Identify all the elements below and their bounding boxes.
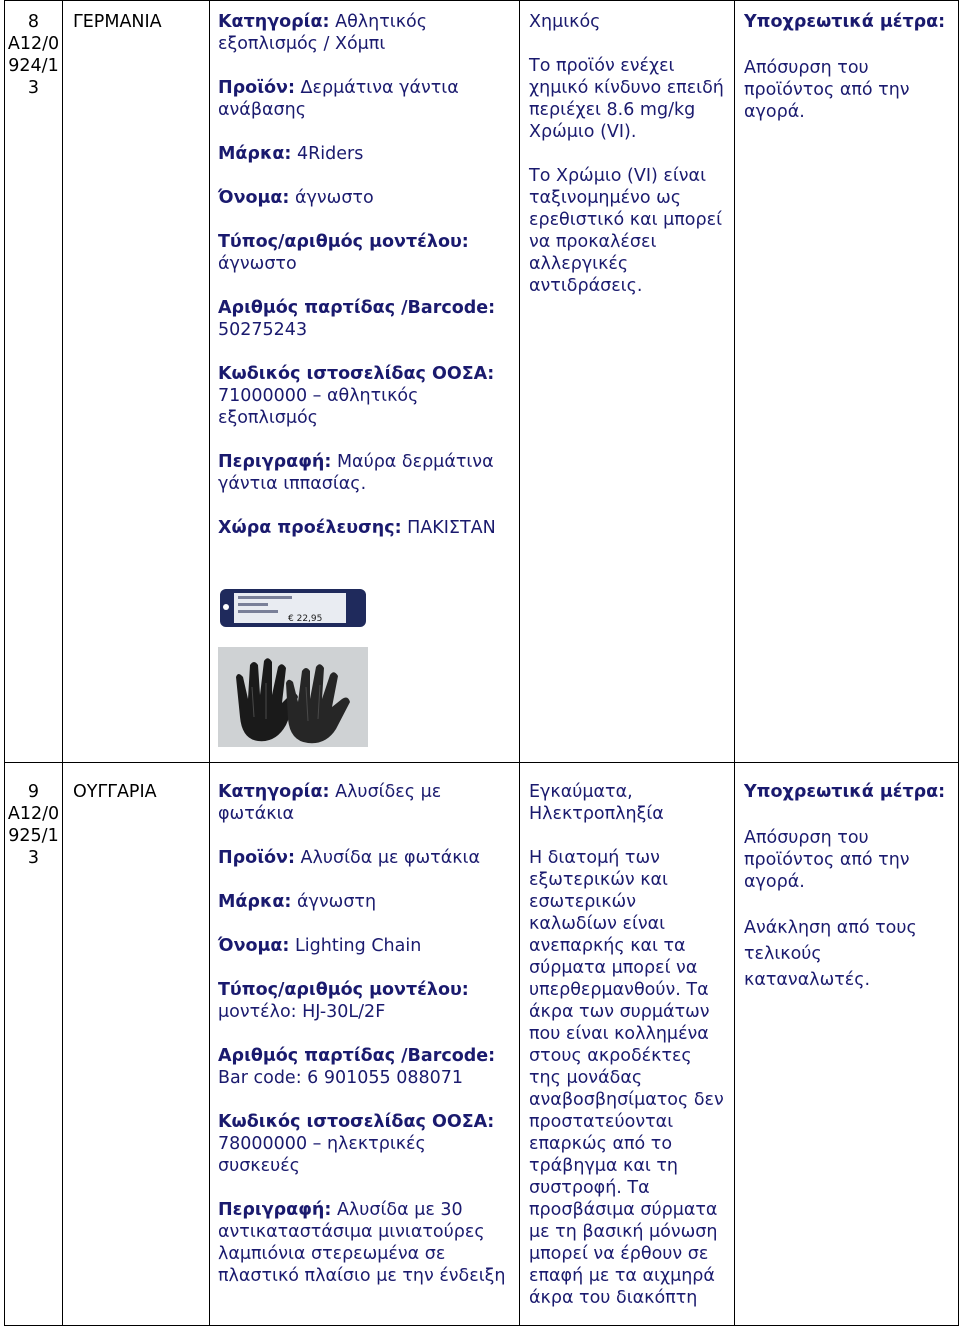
batch-value: 50275243 (218, 320, 308, 340)
risk-cell (520, 763, 735, 1326)
description-label: Περιγραφή: (218, 1200, 332, 1220)
alert-row (5, 1, 959, 763)
risk-description: Η διατομή των εξωτερικών και εσωτερικών καλωδίων είναι ανεπαρκής και τα σύρματα μπορεί να υπερθερμανθούν. Τα άκρα των συρμάτων που είναι κολλημένα στους ακροδέκτες της μονάδας αναβοσβησίματος δεν προστατεύονται επαρκώς από το τράβηγμα και τη συστροφή. Τα προσβάσιμα σύρματα με τη βασική μόνωση μπορεί να έρθουν σε επαφή με τα αιχμηρά άκρα του διακόπτη (529, 848, 724, 1308)
oecd-field (218, 1111, 513, 1177)
name-field (218, 187, 513, 209)
risk-type: Χημικός (529, 12, 601, 32)
alert-reference: 924/1 (8, 56, 59, 76)
brand-field (218, 891, 513, 913)
notifying-country: ΓΕΡΜΑΝΙΑ (73, 12, 162, 32)
measures-cell (735, 1, 959, 763)
name-value: άγνωστο (295, 188, 374, 208)
model-label: Τύπος/αριθμός μοντέλου: (218, 232, 469, 252)
model-field (218, 979, 513, 1023)
origin-value: ΠΑΚΙΣΤΑΝ (407, 518, 496, 538)
alert-row (5, 763, 959, 1326)
name-field (218, 935, 513, 957)
measure-item: Ανάκληση από τους τελικούς καταναλωτές. (744, 918, 917, 990)
price-tag-photo (218, 585, 368, 631)
alert-reference: A12/0 (7, 34, 60, 54)
alert-number: 8 (27, 12, 40, 32)
oecd-value: 71000000 – αθλητικός εξοπλισμός (218, 386, 419, 428)
category-value: Αλυσίδες με φωτάκια (218, 782, 442, 824)
product-value: Δερμάτινα γάντια ανάβασης (218, 78, 459, 120)
description-field (218, 1199, 513, 1287)
description-value: Αλυσίδα με 30 αντικαταστάσιμα μινιατούρες λαμπιόνια στερεωμένα σε πλαστικό πλαίσιο με την ένδειξη (218, 1200, 506, 1286)
category-label: Κατηγορία: (218, 12, 330, 32)
risk-description: Το Χρώμιο (VI) είναι ταξινομημένο ως ερεθιστικό και μπορεί να προκαλέσει αλλεργικές αντιδράσεις. (529, 166, 722, 296)
brand-value: 4Riders (297, 144, 364, 164)
oecd-label: Κωδικός ιστοσελίδας ΟΟΣΑ: (218, 364, 495, 384)
price-tag-text: € 22,95 (288, 614, 323, 624)
category-value: Αθλητικός εξοπλισμός / Χόμπι (218, 12, 427, 54)
category-field (218, 11, 513, 55)
alert-reference: 3 (27, 78, 40, 98)
product-value: Αλυσίδα με φωτάκια (300, 848, 481, 868)
brand-field (218, 143, 513, 165)
model-field (218, 231, 513, 275)
brand-label: Μάρκα: (218, 892, 292, 912)
category-field (218, 781, 513, 825)
alert-number: 9 (27, 782, 40, 802)
measures-heading: Υποχρεωτικά μέτρα: (744, 782, 946, 802)
batch-field (218, 297, 513, 341)
notifying-country-cell (63, 1, 210, 763)
name-label: Όνομα: (218, 936, 290, 956)
alerts-table (4, 0, 959, 1326)
brand-value: άγνωστη (297, 892, 377, 912)
model-value: άγνωστο (218, 254, 297, 274)
batch-label: Αριθμός παρτίδας /Barcode: (218, 1046, 496, 1066)
measures-cell (735, 763, 959, 1326)
alert-reference: A12/0 (7, 804, 60, 824)
product-field (218, 77, 513, 121)
brand-label: Μάρκα: (218, 144, 292, 164)
alert-number-cell (5, 763, 63, 1326)
description-label: Περιγραφή: (218, 452, 332, 472)
origin-label: Χώρα προέλευσης: (218, 518, 402, 538)
category-label: Κατηγορία: (218, 782, 330, 802)
batch-label: Αριθμός παρτίδας /Barcode: (218, 298, 496, 318)
name-value: Lighting Chain (295, 936, 422, 956)
description-field (218, 451, 513, 495)
product-label: Προϊόν: (218, 848, 295, 868)
glove-photo (218, 647, 368, 747)
product-field (218, 847, 513, 869)
description-value: Μαύρα δερμάτινα γάντια ιππασίας. (218, 452, 494, 494)
name-label: Όνομα: (218, 188, 290, 208)
product-details-cell (210, 1, 520, 763)
notifying-country: ΟΥΓΓΑΡΙΑ (73, 782, 157, 802)
product-details-cell (210, 763, 520, 1326)
oecd-value: 78000000 – ηλεκτρικές συσκευές (218, 1134, 426, 1176)
product-photos (218, 561, 513, 751)
measures-heading: Υποχρεωτικά μέτρα: (744, 12, 946, 32)
model-value: μοντέλο: HJ-30L/2F (218, 1002, 386, 1022)
measure-item: Απόσυρση του προϊόντος από την αγορά. (744, 58, 910, 122)
model-label: Τύπος/αριθμός μοντέλου: (218, 980, 469, 1000)
oecd-field (218, 363, 513, 429)
measure-item: Απόσυρση του προϊόντος από την αγορά. (744, 828, 910, 892)
product-label: Προϊόν: (218, 78, 295, 98)
oecd-label: Κωδικός ιστοσελίδας ΟΟΣΑ: (218, 1112, 495, 1132)
risk-cell (520, 1, 735, 763)
origin-field (218, 517, 513, 539)
alert-reference: 925/1 (8, 826, 59, 846)
notifying-country-cell (63, 763, 210, 1326)
batch-value: Bar code: 6 901055 088071 (218, 1068, 464, 1088)
risk-type: Εγκαύματα, Ηλεκτροπληξία (529, 782, 664, 824)
risk-description: Το προϊόν ενέχει χημικό κίνδυνο επειδή περιέχει 8.6 mg/kg Χρώμιο (VI). (529, 56, 724, 142)
batch-field (218, 1045, 513, 1089)
alert-number-cell (5, 1, 63, 763)
alert-reference: 3 (27, 848, 40, 868)
